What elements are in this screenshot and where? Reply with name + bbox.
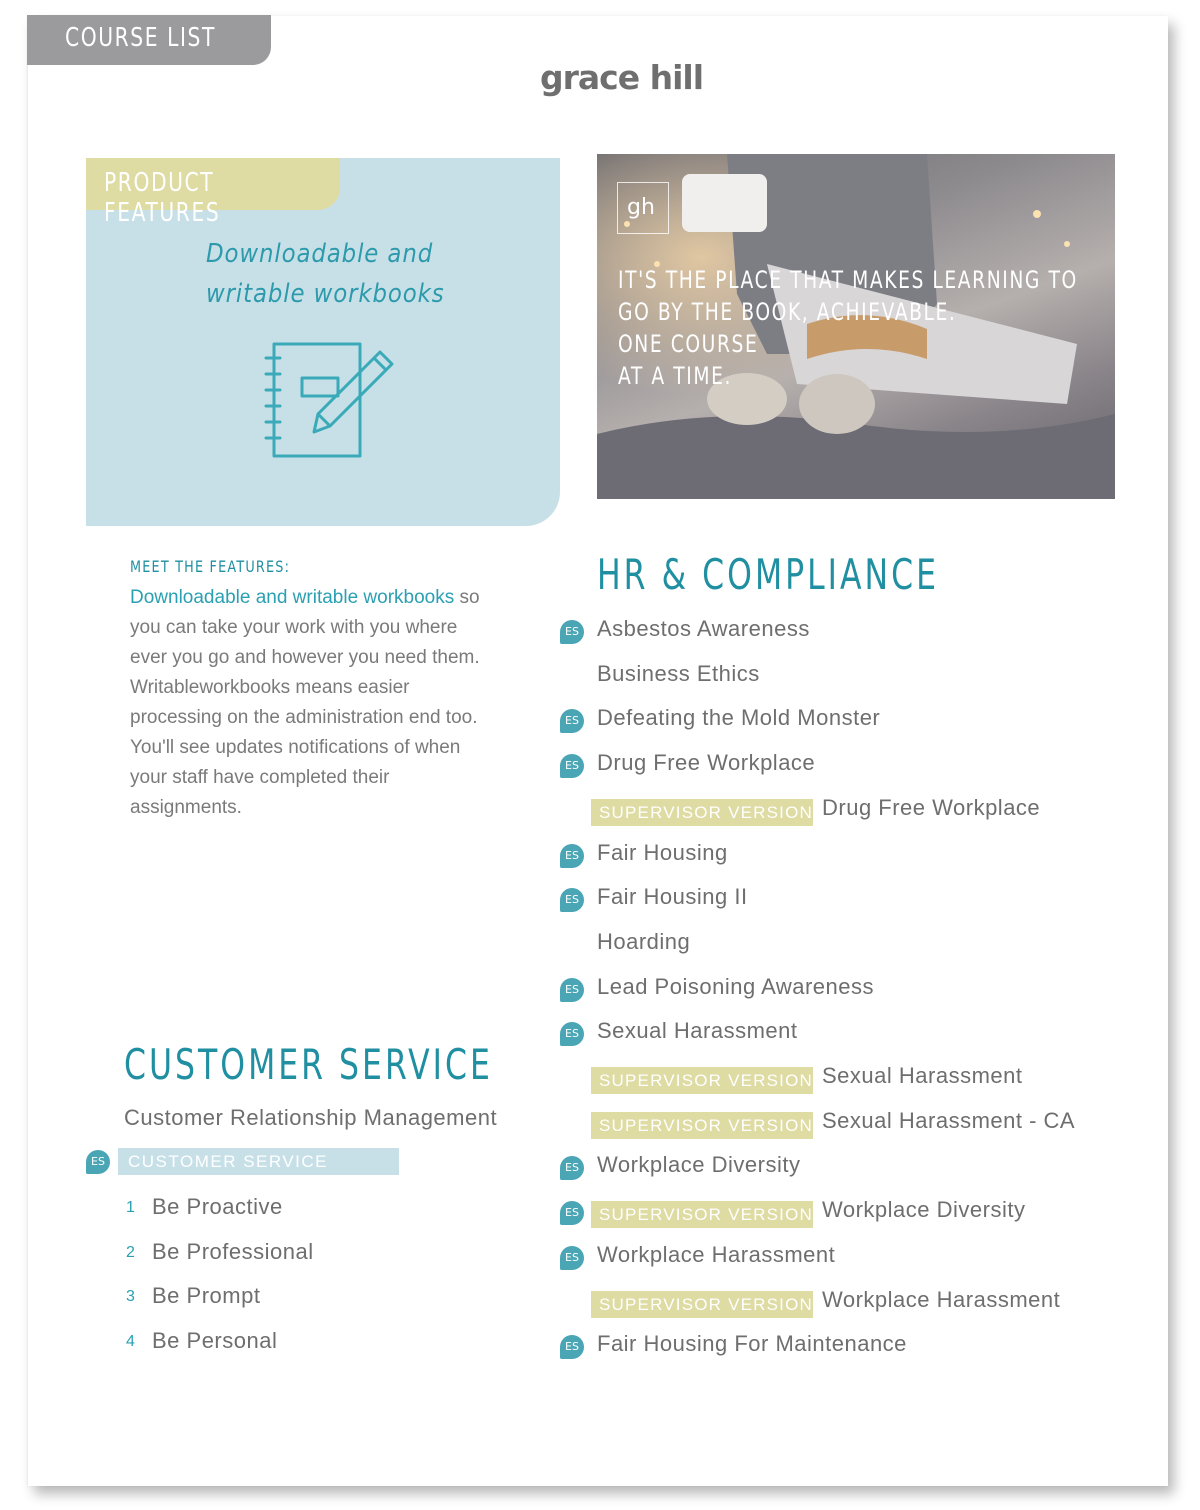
supervisor-version-tag: SUPERVISOR VERSION — [591, 1067, 813, 1094]
hr-compliance-title: HR & COMPLIANCE — [597, 550, 939, 599]
es-badge: ES — [560, 844, 584, 868]
headline-line-2: writable workbooks — [206, 279, 445, 309]
customer-service-title: CUSTOMER SERVICE — [124, 1040, 493, 1089]
course-item: Sexual Harassment — [597, 1018, 798, 1043]
es-badge: ES — [560, 1201, 584, 1225]
supervisor-version-tag: SUPERVISOR VERSION — [591, 799, 813, 826]
course-item: Sexual Harassment - CA — [822, 1108, 1076, 1133]
tagline-line-4: AT A TIME. — [618, 362, 732, 390]
series-course-item: Be Prompt — [152, 1283, 261, 1308]
course-item: Asbestos Awareness — [597, 616, 810, 641]
course-item: Workplace Diversity — [822, 1197, 1026, 1222]
meet-features-body — [130, 583, 495, 823]
workbook-pencil-icon — [262, 340, 402, 460]
es-badge: ES — [86, 1150, 110, 1174]
course-item: Fair Housing For Maintenance — [597, 1331, 907, 1356]
product-features-tab: PRODUCT FEATURES — [86, 158, 340, 210]
meet-features-label: MEET THE FEATURES: — [130, 557, 291, 576]
headline-line-1: Downloadable and — [206, 239, 434, 269]
es-badge: ES — [560, 888, 584, 912]
gh-logo-mark: gh — [617, 182, 669, 234]
series-course-item: Be Professional — [152, 1239, 314, 1264]
course-item: Hoarding — [597, 929, 691, 954]
course-item: Sexual Harassment — [822, 1063, 1023, 1088]
meet-features-highlight: Downloadable and writable workbooks — [130, 587, 455, 608]
course-item: Drug Free Workplace — [822, 795, 1041, 820]
course-item: Fair Housing II — [597, 884, 748, 909]
es-badge: ES — [560, 1246, 584, 1270]
series-number: 2 — [126, 1244, 135, 1261]
grace-hill-logo: grace hill — [540, 58, 704, 97]
tagline-line-2: GO BY THE BOOK, ACHIEVABLE. — [618, 298, 957, 326]
meet-features-text: so you can take your work with you where ever you go and however you need them. Writableworkbooks means easier processing on the administration end too. You'll see updates notifications of when your staff have completed their assignments. — [130, 587, 480, 818]
series-course-item: Be Proactive — [152, 1194, 283, 1219]
es-badge: ES — [560, 1022, 584, 1046]
es-badge: ES — [560, 978, 584, 1002]
es-badge: ES — [560, 620, 584, 644]
product-features-headline — [206, 234, 526, 314]
course-item: Defeating the Mold Monster — [597, 705, 881, 730]
course-item: Workplace Harassment — [822, 1287, 1061, 1312]
customer-service-series-tag: CUSTOMER SERVICE SERIES — [118, 1148, 399, 1175]
series-course-item: Be Personal — [152, 1328, 278, 1353]
course-item: Lead Poisoning Awareness — [597, 974, 875, 999]
hero-photo — [597, 154, 1115, 499]
es-badge: ES — [560, 1156, 584, 1180]
customer-relationship-course: Customer Relationship Management — [124, 1105, 498, 1130]
es-badge: ES — [560, 1335, 584, 1359]
supervisor-version-tag: SUPERVISOR VERSION — [591, 1201, 813, 1228]
series-number: 3 — [126, 1288, 135, 1305]
series-number: 1 — [126, 1199, 135, 1216]
course-item: Workplace Harassment — [597, 1242, 836, 1267]
course-list-tab: COURSE LIST — [27, 15, 271, 65]
course-item: Drug Free Workplace — [597, 750, 816, 775]
supervisor-version-tag: SUPERVISOR VERSION — [591, 1291, 813, 1318]
course-item: Workplace Diversity — [597, 1152, 801, 1177]
hero-tagline — [618, 264, 1115, 392]
es-badge: ES — [560, 754, 584, 778]
supervisor-version-tag: SUPERVISOR VERSION — [591, 1112, 813, 1139]
course-item: Business Ethics — [597, 661, 760, 686]
course-item: Fair Housing — [597, 840, 728, 865]
tagline-line-3: ONE COURSE — [618, 330, 759, 358]
es-badge: ES — [560, 709, 584, 733]
tagline-line-1: IT'S THE PLACE THAT MAKES LEARNING TO — [618, 266, 1078, 294]
series-number: 4 — [126, 1333, 135, 1350]
